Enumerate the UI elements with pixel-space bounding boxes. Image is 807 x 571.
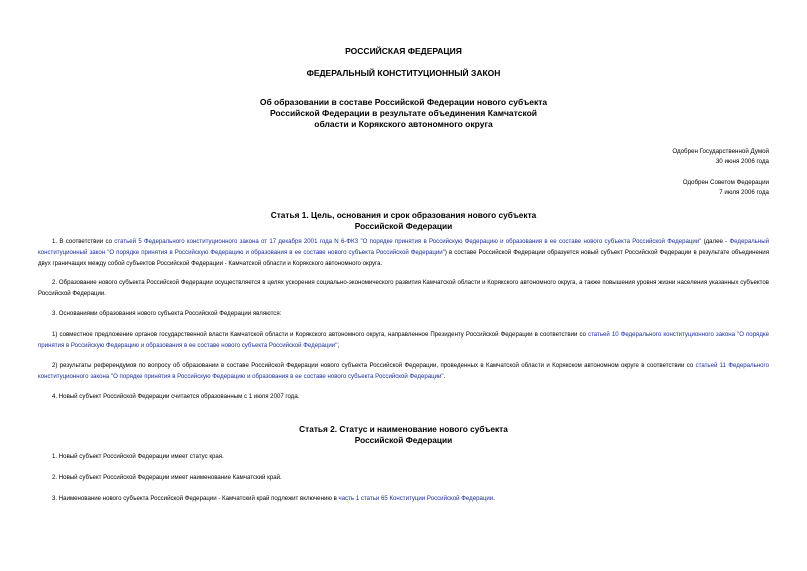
article-2-paragraph-3 (38, 494, 769, 505)
approval-body: Одобрен Советом Федерации (682, 179, 769, 186)
paragraph-text: . (443, 372, 446, 380)
law-title-line: Российской Федерации в результате объединения Камчатской (269, 108, 538, 118)
article-1-paragraph-2: 2. Образование нового субъекта Российской Федерации осуществляется в целях ускорения социально-экономического развития Камчатской области и Корякского автономного округа, а также повышения уровня жизни населения указанных субъектов Российской Федерации. (38, 279, 769, 297)
law-reference-link[interactable]: статьей 10 Федерального конституционного закона "О порядке принятия в Российскую Федерацию и образования в ее составе нового субъекта Российской Федерации" (38, 331, 769, 349)
article-2-title (0, 424, 807, 445)
article-2-paragraph-2: 2. Новый субъект Российской Федерации имеет наименование Камчатский край. (52, 474, 282, 481)
law-reference-link[interactable]: статьей 11 Федерального конституционного закона "О порядке принятия в Российскую Федерацию и образования в ее составе нового субъекта Российской Федерации" (38, 362, 769, 380)
law-title-line: области и Корякского автономного округа (314, 119, 493, 129)
paragraph-text: 2) результаты референдумов по вопросу об образовании в составе Российской Федерации нового субъекта Российской Федерации, проведенных в Камчатской области и Корякском автономном округе в соответствии со (52, 362, 696, 369)
approval-date: 30 июня 2006 года (715, 158, 769, 165)
country-heading: РОССИЙСКАЯ ФЕДЕРАЦИЯ (345, 46, 462, 56)
article-1-paragraph-1 (38, 237, 769, 269)
article-title-line: Российской Федерации (354, 220, 453, 231)
law-reference-link[interactable]: статьей 5 Федерального конституционного закона от 17 декабря 2001 года N 6-ФКЗ "О порядке принятия в Российскую Федерацию и образования в ее составе нового субъекта Российской Федерации" (114, 238, 702, 245)
approval-body: Одобрен Государственной Думой (672, 148, 769, 155)
paragraph-text: 1. В соответствии со (52, 238, 115, 245)
paragraph-text: 3. Наименование нового субъекта Российской Федерации - Камчатский край подлежит включению в (52, 495, 339, 502)
paragraph-text: . (493, 495, 495, 502)
article-title-line: Статья 1. Цель, основания и срок образования нового субъекта (270, 210, 537, 220)
paragraph-text: ; (337, 341, 340, 349)
paragraph-text: (далее - (701, 238, 730, 245)
article-title-line: Статья 2. Статус и наименование нового субъекта (299, 424, 508, 434)
article-title-line: Российской Федерации (354, 434, 453, 445)
law-title-line: Об образовании в составе Российской Федерации нового субъекта (259, 97, 548, 107)
paragraph-text: ) в составе Российской Федерации образуется новый субъект Российской Федерации в результате объединения двух граничащих между собой субъектов Российской Федерации - Камчатской области и Корякского автономного округа. (38, 248, 770, 267)
article-1-paragraph-6: 4. Новый субъект Российской Федерации считается образованным с 1 июля 2007 года. (52, 393, 300, 400)
article-1-title (0, 210, 807, 231)
law-reference-link[interactable]: Федеральный конституционный закон "О порядке принятия в Российскую Федерацию и образования в ее составе нового субъекта Российской Федерации" (38, 238, 769, 256)
paragraph-text: 1) совместное предложение органов государственной власти Камчатской области и Корякского автономного округа, направленное Президенту Российской Федерации в соответствии со (52, 331, 589, 338)
law-title (0, 97, 807, 130)
article-1-paragraph-5 (38, 361, 769, 383)
law-type-heading: ФЕДЕРАЛЬНЫЙ КОНСТИТУЦИОННЫЙ ЗАКОН (306, 68, 501, 78)
article-1-paragraph-4 (38, 330, 769, 352)
constitution-reference-link[interactable]: часть 1 статьи 65 Конституции Российской Федерации (338, 495, 494, 502)
approval-date: 7 июля 2006 года (719, 189, 769, 196)
article-1-paragraph-3: 3. Основаниями образования нового субъекта Российской Федерации являются: (52, 310, 282, 317)
federation-council-approval (683, 178, 769, 198)
duma-approval (672, 147, 769, 167)
article-2-paragraph-1: 1. Новый субъект Российской Федерации имеет статус края. (52, 453, 224, 460)
